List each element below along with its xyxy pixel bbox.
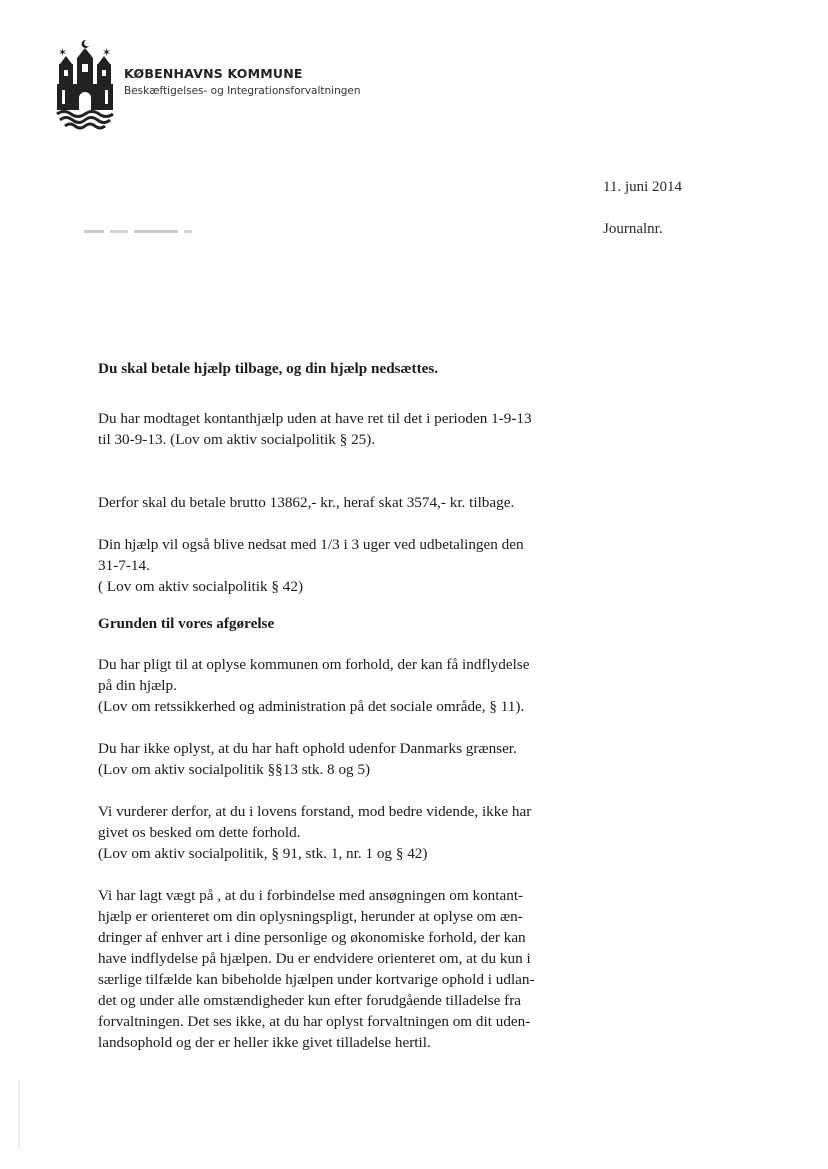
- organization-name: KØBENHAVNS KOMMUNE: [124, 66, 303, 81]
- paragraph-line: Vi har lagt vægt på , at du i forbindelse med ansøgningen om kontant-: [98, 887, 524, 904]
- paragraph-line: dringer af enhver art i dine personlige og økonomiske forhold, der kan: [98, 929, 526, 946]
- paragraph-line: Vi vurderer derfor, at du i lovens forstand, mod bedre vidende, ikke har: [98, 803, 532, 820]
- paragraph-line: (Lov om aktiv socialpolitik, § 91, stk. 1, nr. 1 og § 42): [98, 845, 428, 862]
- paragraph-line: givet os besked om dette forhold.: [98, 824, 301, 841]
- svg-text:✶: ✶: [102, 46, 112, 59]
- svg-text:✶: ✶: [58, 46, 68, 59]
- paragraph-line: landsophold og der er heller ikke givet tilladelse hertil.: [98, 1034, 431, 1051]
- paragraph-line: 31-7-14.: [98, 557, 150, 574]
- paragraph-line: særlige tilfælde kan bibeholde hjælpen under kortvarige ophold i udlan-: [98, 971, 535, 988]
- paragraph-line: ( Lov om aktiv socialpolitik § 42): [98, 578, 304, 595]
- section-heading: Grunden til vores afgørelse: [98, 615, 275, 632]
- paragraph-line: på din hjælp.: [98, 677, 177, 694]
- letter-headline: Du skal betale hjælp tilbage, og din hjælp nedsættes.: [98, 360, 439, 377]
- paragraph-line: Du har modtaget kontanthjælp uden at have ret til det i perioden 1-9-13: [98, 410, 532, 427]
- letter-body: [98, 358, 588, 1053]
- copenhagen-coat-of-arms-icon: [52, 36, 118, 132]
- scan-margin-mark: [18, 1080, 20, 1150]
- paragraph-line: Derfor skal du betale brutto 13862,- kr., heraf skat 3574,- kr. tilbage.: [98, 494, 515, 511]
- paragraph-line: til 30-9-13. (Lov om aktiv socialpolitik § 25).: [98, 431, 376, 448]
- paragraph-line: forvaltningen. Det ses ikke, at du har oplyst forvaltningen om dit uden-: [98, 1013, 531, 1030]
- redacted-address-remnant: [84, 226, 196, 236]
- journal-number-label: Journalnr.: [603, 221, 663, 237]
- paragraph-line: det og under alle omstændigheder kun efter forudgående tilladelse fra: [98, 992, 521, 1009]
- paragraph-line: hjælp er orienteret om din oplysningspligt, herunder at oplyse om æn-: [98, 908, 523, 925]
- paragraph-line: have indflydelse på hjælpen. Du er endvidere orienteret om, at du kun i: [98, 950, 531, 967]
- department-name: Beskæftigelses- og Integrationsforvaltningen: [124, 85, 361, 97]
- paragraph-line: Du har pligt til at oplyse kommunen om forhold, der kan få indflydelse: [98, 656, 530, 673]
- letter-date: 11. juni 2014: [603, 179, 683, 195]
- paragraph-line: Du har ikke oplyst, at du har haft ophold udenfor Danmarks grænser.: [98, 740, 517, 757]
- paragraph-line: (Lov om aktiv socialpolitik §§13 stk. 8 og 5): [98, 761, 371, 778]
- paragraph-line: (Lov om retssikkerhed og administration på det sociale område, § 11).: [98, 698, 525, 715]
- paragraph-line: Din hjælp vil også blive nedsat med 1/3 i 3 uger ved udbetalingen den: [98, 536, 524, 553]
- organization-header: [124, 66, 361, 97]
